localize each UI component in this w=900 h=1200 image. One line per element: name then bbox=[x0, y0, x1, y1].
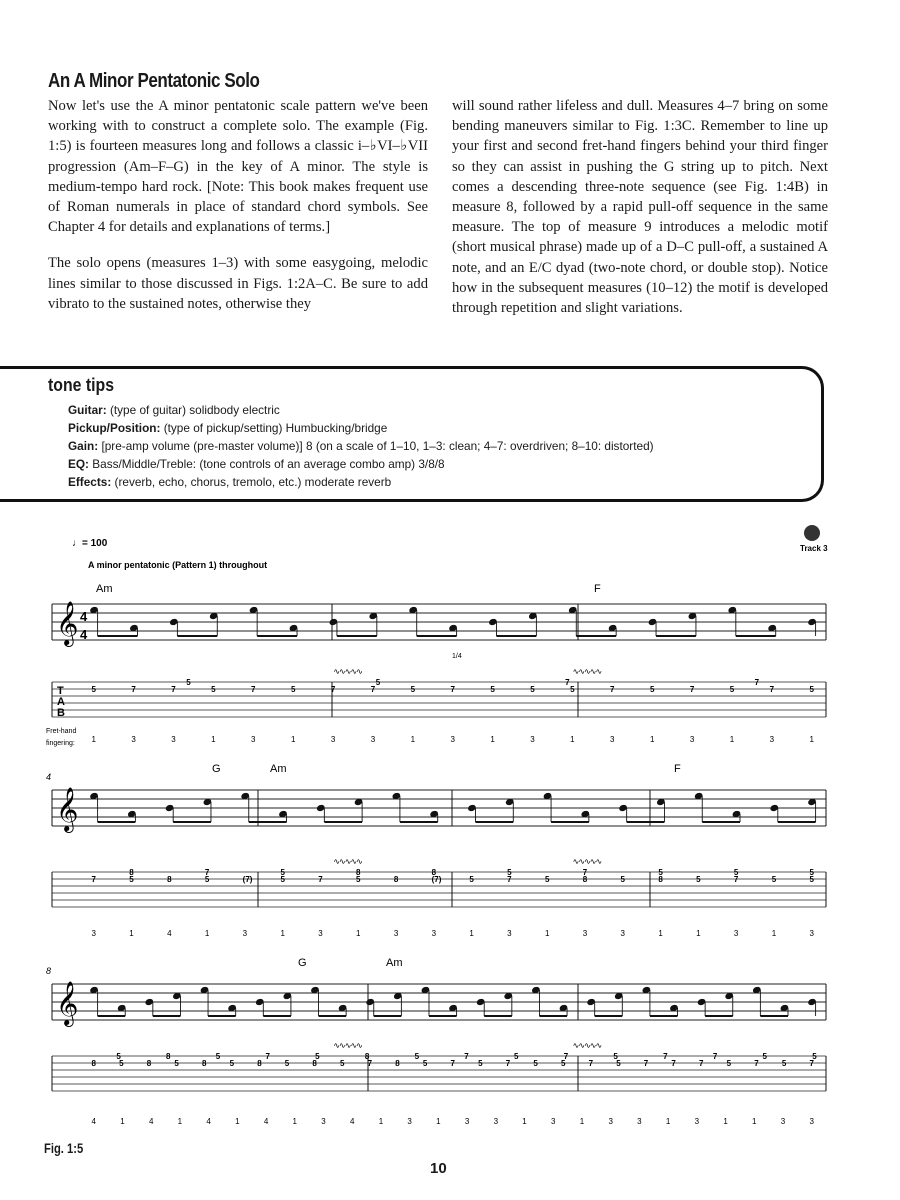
tab-number: 8 bbox=[146, 1059, 152, 1068]
tab-number: 7 bbox=[505, 1059, 511, 1068]
tab-number: 5 bbox=[340, 1059, 345, 1068]
fingering-number: 3 bbox=[393, 929, 399, 938]
fingering-number: 1 bbox=[579, 1117, 585, 1126]
tab-number: 7 bbox=[464, 1052, 469, 1061]
tab-letter: B bbox=[57, 707, 65, 719]
tab-number: 7 bbox=[370, 685, 376, 694]
fingering-number: 1 bbox=[204, 929, 210, 938]
fingering-number: 1 bbox=[649, 735, 655, 744]
fingering-number: 1 bbox=[292, 1117, 297, 1126]
fingering-number: 3 bbox=[450, 735, 455, 744]
fingering-number: 1 bbox=[665, 1117, 671, 1126]
tab-number: 8 bbox=[201, 1059, 207, 1068]
tab-number: 8 bbox=[364, 1052, 370, 1061]
tone-tip-label: Gain: bbox=[68, 439, 99, 453]
fingering-number: 1 bbox=[723, 1117, 728, 1126]
tab-number: 5 bbox=[280, 868, 285, 877]
fingering-number: 1 bbox=[752, 1117, 757, 1126]
tab-number: (7) bbox=[431, 875, 442, 884]
tone-tip-label: EQ: bbox=[68, 457, 89, 471]
tab-number: 7 bbox=[91, 875, 96, 884]
tab-number: 7 bbox=[582, 868, 588, 877]
tab-number: 5 bbox=[91, 685, 96, 694]
tab-number: 7 bbox=[265, 1052, 270, 1061]
time-signature-bottom: 4 bbox=[80, 627, 88, 642]
fingering-number: 3 bbox=[321, 1117, 326, 1126]
track-label: Track 3 bbox=[800, 544, 828, 553]
chord-name: F bbox=[594, 583, 601, 595]
fingering-number: 1 bbox=[280, 929, 285, 938]
tab-number: 7 bbox=[699, 1059, 704, 1068]
tab-number: (7) bbox=[242, 875, 253, 884]
tab-number: 5 bbox=[570, 685, 575, 694]
tone-tip-text: Bass/Middle/Treble: (tone controls of an average combo amp) 3/8/8 bbox=[92, 457, 445, 471]
fingering-number: 1 bbox=[469, 929, 474, 938]
tab-number: 5 bbox=[658, 868, 663, 877]
tab-number: 7 bbox=[367, 1059, 373, 1068]
tab-number: 5 bbox=[809, 875, 814, 884]
tempo-marking: ♩= 100 bbox=[72, 538, 108, 549]
tone-tip-text: [pre-amp volume (pre-master volume)] 8 (on a scale of 1–10, 1–3: clean; 4–7: overdriven; 8–10: distorted) bbox=[101, 439, 654, 453]
chord-name: F bbox=[674, 763, 681, 775]
fingering-number: 3 bbox=[620, 929, 626, 938]
fingering-number: 4 bbox=[206, 1117, 211, 1126]
fingering-number: 3 bbox=[493, 1117, 499, 1126]
chord-name: G bbox=[212, 763, 221, 775]
scale-note: A minor pentatonic (Pattern 1) throughout bbox=[88, 560, 268, 570]
fingering-number: 1 bbox=[356, 929, 361, 938]
tab-number: 7 bbox=[330, 685, 336, 694]
tab-number: 7 bbox=[733, 875, 739, 884]
tab-number: 5 bbox=[726, 1059, 732, 1068]
fingering-number: 1 bbox=[235, 1117, 240, 1126]
tab-number: 7 bbox=[689, 685, 695, 694]
tone-tip-label: Pickup/Position: bbox=[68, 421, 161, 435]
tab-number: 8 bbox=[582, 875, 588, 884]
tab-number: 7 bbox=[131, 685, 136, 694]
tab-number: 5 bbox=[315, 1052, 320, 1061]
treble-clef-icon: 𝄞 bbox=[56, 603, 79, 645]
fingering-number: 1 bbox=[809, 735, 814, 744]
tab-number: 7 bbox=[565, 678, 570, 687]
tab-number: 8 bbox=[129, 868, 134, 877]
tab-number: 7 bbox=[588, 1059, 594, 1068]
tab-number: 7 bbox=[563, 1052, 569, 1061]
tab-number: 5 bbox=[410, 685, 416, 694]
measure-number: 8 bbox=[46, 966, 52, 976]
fingering-label: Fret-hand bbox=[46, 728, 77, 735]
tab-number: 7 bbox=[663, 1052, 668, 1061]
fingering-number: 4 bbox=[91, 1117, 96, 1126]
tab-number: 5 bbox=[649, 685, 655, 694]
tab-number: 5 bbox=[284, 1059, 290, 1068]
tab-number: 5 bbox=[211, 685, 216, 694]
fingering-label: fingering: bbox=[46, 740, 75, 747]
tab-letter: A bbox=[57, 696, 65, 708]
fingering-number: 3 bbox=[809, 929, 814, 938]
fingering-number: 1 bbox=[290, 735, 296, 744]
fingering-number: 3 bbox=[582, 929, 588, 938]
page-number: 10 bbox=[430, 1160, 447, 1177]
tab-number: 5 bbox=[809, 685, 814, 694]
tab-number: 8 bbox=[431, 868, 437, 877]
tab-number: 5 bbox=[544, 875, 550, 884]
tone-tip-label: Effects: bbox=[68, 475, 112, 489]
tab-number: 5 bbox=[781, 1059, 787, 1068]
tab-number: 5 bbox=[414, 1052, 420, 1061]
tab-number: 8 bbox=[393, 875, 399, 884]
tab-number: 7 bbox=[754, 1059, 759, 1068]
tab-number: 7 bbox=[450, 1059, 455, 1068]
tab-number: 8 bbox=[312, 1059, 317, 1068]
tab-number: 5 bbox=[560, 1059, 566, 1068]
tab-number: 5 bbox=[119, 1059, 124, 1068]
vibrato-mark: ∿∿∿∿∿ bbox=[572, 667, 602, 676]
fingering-number: 3 bbox=[530, 735, 535, 744]
tone-tips-title: tone tips bbox=[48, 375, 114, 395]
fingering-number: 1 bbox=[410, 735, 416, 744]
tab-number: 5 bbox=[733, 868, 739, 877]
tab-number: 7 bbox=[809, 1059, 814, 1068]
fingering-number: 1 bbox=[378, 1117, 384, 1126]
fingering-number: 3 bbox=[610, 735, 615, 744]
fingering-number: 3 bbox=[608, 1117, 613, 1126]
tab-number: 8 bbox=[91, 1059, 96, 1068]
fingering-number: 3 bbox=[769, 735, 775, 744]
tab-number: 5 bbox=[762, 1052, 768, 1061]
fingering-number: 1 bbox=[120, 1117, 125, 1126]
fingering-number: 3 bbox=[407, 1117, 412, 1126]
tab-number: 5 bbox=[533, 1059, 538, 1068]
tab-number: 7 bbox=[769, 685, 775, 694]
tab-number: 8 bbox=[658, 875, 663, 884]
figure-label: Fig. 1:5 bbox=[44, 1140, 84, 1156]
tab-number: 5 bbox=[375, 678, 381, 687]
tab-letter: T bbox=[57, 685, 64, 697]
fingering-number: 3 bbox=[809, 1117, 814, 1126]
tab-number: 5 bbox=[280, 875, 285, 884]
tab-number: 5 bbox=[186, 678, 191, 687]
tab-number: 5 bbox=[129, 875, 134, 884]
tab-number: 5 bbox=[478, 1059, 483, 1068]
fingering-number: 1 bbox=[211, 735, 216, 744]
fingering-number: 3 bbox=[694, 1117, 700, 1126]
tone-tip-label: Guitar: bbox=[68, 403, 107, 417]
fingering-number: 3 bbox=[780, 1117, 786, 1126]
fingering-number: 3 bbox=[131, 735, 136, 744]
tab-number: 7 bbox=[507, 875, 512, 884]
tab-number: 7 bbox=[171, 685, 176, 694]
tab-number: 8 bbox=[356, 868, 361, 877]
tab-number: 5 bbox=[696, 875, 701, 884]
fingering-number: 3 bbox=[464, 1117, 470, 1126]
left-paragraph-2: The solo opens (measures 1–3) with some easygoing, melodic lines similar to those discussed in Figs. 1:2A–C. Be sure to add vibrato to the sustained notes, otherwise they bbox=[48, 255, 428, 312]
fingering-number: 4 bbox=[148, 1117, 154, 1126]
tab-number: 5 bbox=[812, 1052, 817, 1061]
tab-number: 5 bbox=[514, 1052, 519, 1061]
tab-number: 7 bbox=[318, 875, 323, 884]
treble-clef-icon: 𝄞 bbox=[56, 983, 79, 1025]
fingering-number: 3 bbox=[370, 735, 376, 744]
tab-number: 7 bbox=[251, 685, 256, 694]
fingering-number: 1 bbox=[177, 1117, 183, 1126]
tab-number: 5 bbox=[613, 1052, 618, 1061]
tone-tip-text: (type of pickup/setting) Humbucking/bridge bbox=[163, 421, 388, 435]
fingering-number: 3 bbox=[171, 735, 176, 744]
time-signature-top: 4 bbox=[80, 609, 88, 624]
fingering-number: 1 bbox=[544, 929, 550, 938]
fingering-number: 1 bbox=[129, 929, 134, 938]
tab-number: 7 bbox=[643, 1059, 649, 1068]
tone-tip-text: (type of guitar) solidbody electric bbox=[109, 403, 280, 417]
tab-number: 8 bbox=[167, 875, 172, 884]
fingering-number: 4 bbox=[167, 929, 172, 938]
fingering-number: 1 bbox=[658, 929, 663, 938]
tab-number: 8 bbox=[257, 1059, 262, 1068]
fingering-number: 3 bbox=[251, 735, 256, 744]
tab-number: 5 bbox=[771, 875, 777, 884]
fingering-number: 4 bbox=[349, 1117, 355, 1126]
fingering-number: 1 bbox=[436, 1117, 441, 1126]
vibrato-mark: ∿∿∿∿∿ bbox=[572, 857, 602, 866]
track-icon bbox=[804, 525, 820, 541]
fingering-number: 3 bbox=[551, 1117, 556, 1126]
left-paragraph-1: Now let's use the A minor pentatonic scale pattern we've been working with to construct a complete solo. The example (Fig. 1:5) is fourteen measures long and follows a classic i–♭VI–♭VII progression (Am–F–G) in the key of A minor. The style is medium-tempo hard rock. [Note: This book makes frequent use of Roman numerals in place of standard chord symbols. See Chapter 4 for details and explanations of terms.] bbox=[48, 98, 428, 236]
tab-number: 7 bbox=[610, 685, 615, 694]
fingering-number: 3 bbox=[689, 735, 695, 744]
tab-number: 5 bbox=[204, 875, 210, 884]
fingering-number: 3 bbox=[242, 929, 248, 938]
fingering-number: 3 bbox=[91, 929, 96, 938]
tab-number: 5 bbox=[422, 1059, 428, 1068]
tab-number: 7 bbox=[754, 678, 760, 687]
treble-clef-icon: 𝄞 bbox=[56, 789, 79, 831]
fingering-number: 1 bbox=[771, 929, 777, 938]
tab-number: 5 bbox=[229, 1059, 235, 1068]
tone-tip-text: (reverb, echo, chorus, tremolo, etc.) moderate reverb bbox=[114, 475, 392, 489]
fingering-number: 1 bbox=[490, 735, 495, 744]
tab-number: 5 bbox=[215, 1052, 221, 1061]
chord-name: Am bbox=[270, 763, 287, 775]
chord-name: G bbox=[298, 957, 307, 969]
tab-number: 5 bbox=[620, 875, 626, 884]
tab-number: 5 bbox=[290, 685, 296, 694]
fingering-number: 1 bbox=[729, 735, 735, 744]
tab-number: 7 bbox=[712, 1052, 718, 1061]
tab-number: 8 bbox=[166, 1052, 171, 1061]
fingering-number: 1 bbox=[91, 735, 96, 744]
chord-name: Am bbox=[96, 583, 113, 595]
tab-number: 8 bbox=[395, 1059, 400, 1068]
fingering-number: 3 bbox=[637, 1117, 642, 1126]
tab-number: 5 bbox=[469, 875, 474, 884]
right-paragraph-1: will sound rather lifeless and dull. Measures 4–7 bring on some bending maneuvers similar to Fig. 1:3C. Remember to line up your first and second fret-hand fingers behind your third finger so they can assist in pushing the G string up to pitch. Next comes a descending three-note sequence (see Fig. 1:4B) in measure 8, followed by a rapid pull-off sequence in the same measure. The top of measure 9 introduces a melodic motif (short musical phrase) made up of a D–C pull-off, a sustained A note, and an E/C dyad (two-note chord, or double stop). Notice how in the subsequent measures (10–12) the motif is developed through repetition and slight variations. bbox=[452, 98, 828, 317]
vibrato-mark: ∿∿∿∿∿ bbox=[572, 1041, 602, 1050]
fingering-number: 3 bbox=[733, 929, 739, 938]
fingering-number: 1 bbox=[570, 735, 575, 744]
bend-label: 1/4 bbox=[452, 653, 462, 660]
tab-number: 7 bbox=[671, 1059, 676, 1068]
section-title: An A Minor Pentatonic Solo bbox=[48, 70, 260, 92]
tab-number: 5 bbox=[174, 1059, 179, 1068]
tab-number: 7 bbox=[450, 685, 455, 694]
fingering-number: 3 bbox=[507, 929, 512, 938]
fingering-number: 3 bbox=[330, 735, 336, 744]
chord-name: Am bbox=[386, 957, 403, 969]
fingering-number: 3 bbox=[318, 929, 323, 938]
tab-number: 5 bbox=[729, 685, 735, 694]
tab-number: 7 bbox=[204, 868, 210, 877]
measure-number: 4 bbox=[46, 772, 52, 782]
tab-number: 5 bbox=[490, 685, 495, 694]
tab-number: 5 bbox=[809, 868, 814, 877]
tab-number: 5 bbox=[530, 685, 535, 694]
tab-number: 5 bbox=[616, 1059, 621, 1068]
vibrato-mark: ∿∿∿∿∿ bbox=[333, 667, 362, 676]
tab-number: 5 bbox=[507, 868, 512, 877]
tab-number: 5 bbox=[116, 1052, 121, 1061]
vibrato-mark: ∿∿∿∿∿ bbox=[333, 857, 362, 866]
tab-number: 5 bbox=[356, 875, 361, 884]
fingering-number: 1 bbox=[696, 929, 701, 938]
vibrato-mark: ∿∿∿∿∿ bbox=[333, 1041, 362, 1050]
fingering-number: 4 bbox=[263, 1117, 269, 1126]
fingering-number: 1 bbox=[522, 1117, 527, 1126]
fingering-number: 3 bbox=[431, 929, 437, 938]
